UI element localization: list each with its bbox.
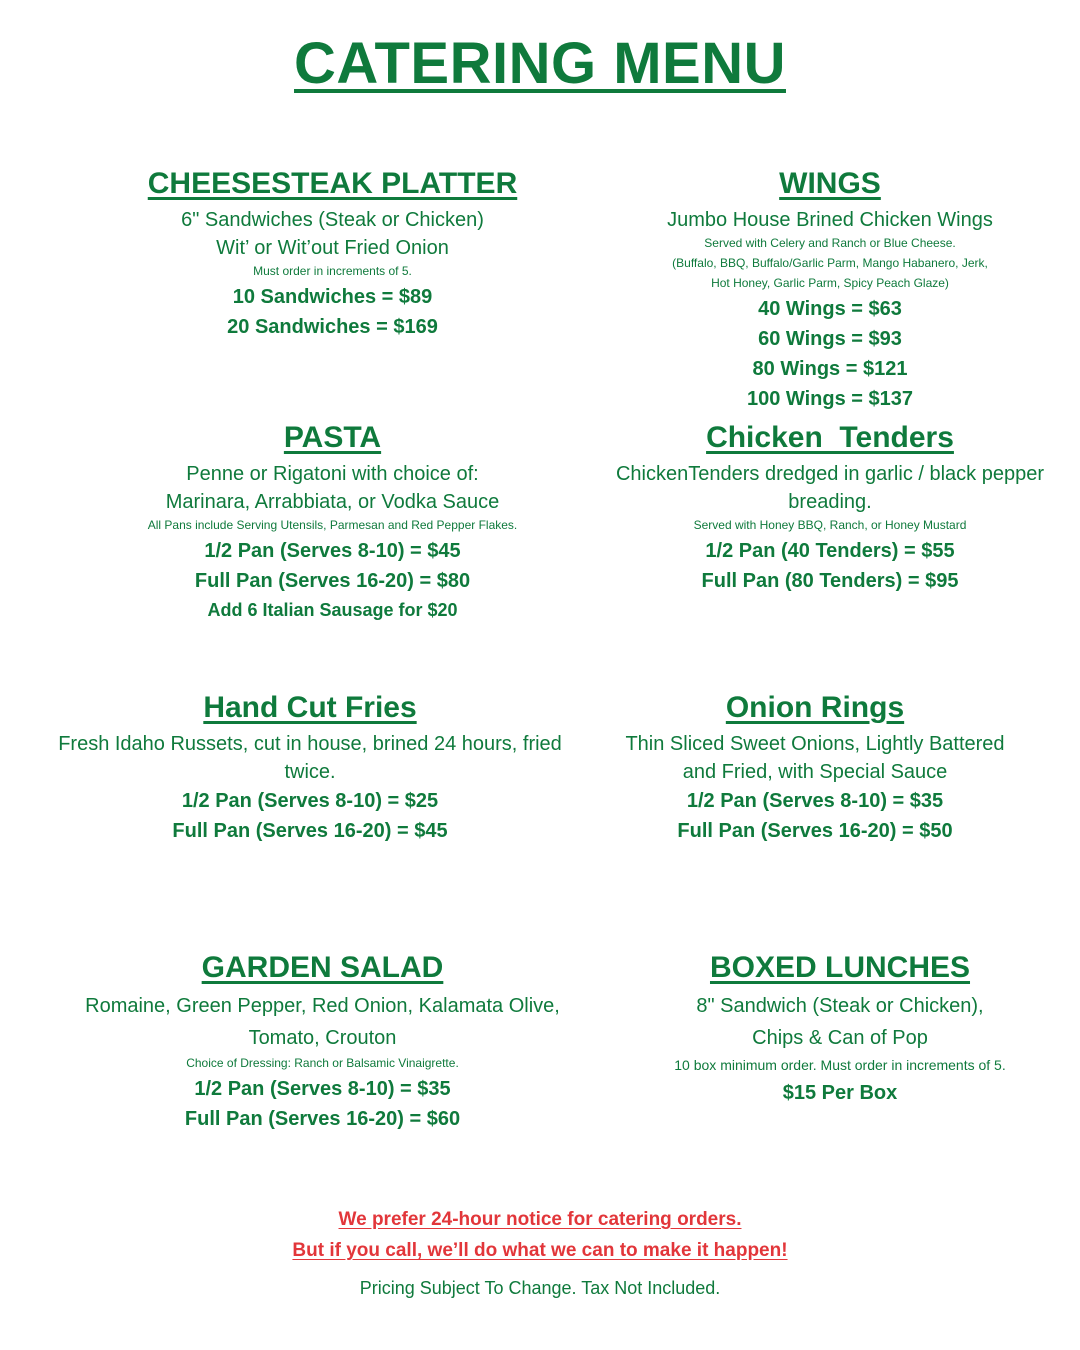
note-line: 10 box minimum order. Must order in increments of 5. [674, 1057, 1006, 1073]
section-garden-salad [55, 950, 590, 1134]
price-line: 80 Wings = $121 [752, 358, 908, 380]
section-pasta [90, 420, 575, 624]
pricing-disclaimer: Pricing Subject To Change. Tax Not Included. [359, 1278, 721, 1298]
note-line: All Pans include Serving Utensils, Parmesan and Red Pepper Flakes. [147, 518, 518, 532]
price-line: 20 Sandwiches = $169 [227, 316, 438, 338]
price-line: Full Pan (Serves 16-20) = $45 [172, 820, 448, 842]
description-line: and Fried, with Special Sauce [682, 761, 948, 783]
description-line: Romaine, Green Pepper, Red Onion, Kalamata Olive, [85, 995, 560, 1017]
section-chicken-tenders [585, 420, 1075, 596]
price-line: 1/2 Pan (Serves 8-10) = $25 [181, 790, 439, 812]
price-line: 10 Sandwiches = $89 [232, 286, 433, 308]
description-line: 8" Sandwich (Steak or Chicken), [696, 995, 984, 1017]
price-line: Full Pan (Serves 16-20) = $50 [677, 820, 953, 842]
price-line: 100 Wings = $137 [746, 388, 914, 410]
section-title: GARDEN SALAD [201, 951, 444, 984]
section-title: WINGS [779, 167, 881, 200]
section-title: Onion Rings [725, 691, 905, 724]
price-line: 1/2 Pan (Serves 8-10) = $35 [194, 1078, 451, 1100]
note-line: Must order in increments of 5. [253, 264, 412, 278]
description-line: Wit’ or Wit’out Fried Onion [216, 237, 449, 259]
description-line: Penne or Rigatoni with choice of: [186, 463, 479, 485]
section-title: PASTA [283, 421, 382, 454]
description-line: Marinara, Arrabbiata, or Vodka Sauce [165, 491, 500, 513]
note-line: (Buffalo, BBQ, Buffalo/Garlic Parm, Mango Habanero, Jerk, [672, 256, 988, 270]
note-line: Hot Honey, Garlic Parm, Spicy Peach Glaze) [711, 276, 949, 290]
notice-line-1: We prefer 24-hour notice for catering orders. [338, 1209, 742, 1230]
section-onion-rings [590, 690, 1040, 846]
description-line: twice. [284, 761, 336, 783]
description-line: ChickenTenders dredged in garlic / black pepper [615, 463, 1045, 485]
price-line: Add 6 Italian Sausage for $20 [207, 600, 458, 620]
description-line: 6" Sandwiches (Steak or Chicken) [181, 209, 484, 231]
note-line: Served with Celery and Ranch or Blue Cheese. [704, 236, 956, 250]
note-line: Choice of Dressing: Ranch or Balsamic Vinaigrette. [186, 1056, 459, 1070]
section-title: Chicken Tenders [706, 421, 954, 454]
description-line: Thin Sliced Sweet Onions, Lightly Battered [625, 733, 1005, 755]
section-cheesesteak [90, 166, 575, 342]
page-title: CATERING MENU [294, 31, 786, 96]
price-line: Full Pan (Serves 16-20) = $80 [194, 570, 471, 592]
description-line: Fresh Idaho Russets, cut in house, brined 24 hours, fried [58, 733, 562, 755]
description-line: Tomato, Crouton [248, 1027, 397, 1049]
section-hand-cut-fries [35, 690, 585, 846]
note-line: Served with Honey BBQ, Ranch, or Honey Mustard [693, 518, 967, 532]
description-line: breading. [788, 491, 872, 513]
price-line: Full Pan (80 Tenders) = $95 [701, 570, 959, 592]
section-title: BOXED LUNCHES [709, 951, 971, 984]
price-line: 1/2 Pan (40 Tenders) = $55 [705, 540, 955, 562]
price-line: 40 Wings = $63 [758, 298, 902, 320]
section-title: CHEESESTEAK PLATTER [147, 167, 518, 200]
price-line: 1/2 Pan (Serves 8-10) = $45 [204, 540, 461, 562]
section-wings [590, 166, 1070, 414]
description-line: Chips & Can of Pop [752, 1027, 928, 1049]
price-line: 1/2 Pan (Serves 8-10) = $35 [686, 790, 944, 812]
section-title: Hand Cut Fries [203, 691, 417, 724]
price-line: $15 Per Box [782, 1082, 898, 1104]
notice-line-2: But if you call, we’ll do what we can to make it happen! [292, 1240, 788, 1261]
price-line: Full Pan (Serves 16-20) = $60 [184, 1108, 461, 1130]
price-line: 60 Wings = $93 [758, 328, 902, 350]
description-line: Jumbo House Brined Chicken Wings [667, 209, 993, 231]
section-boxed-lunches [620, 950, 1060, 1108]
